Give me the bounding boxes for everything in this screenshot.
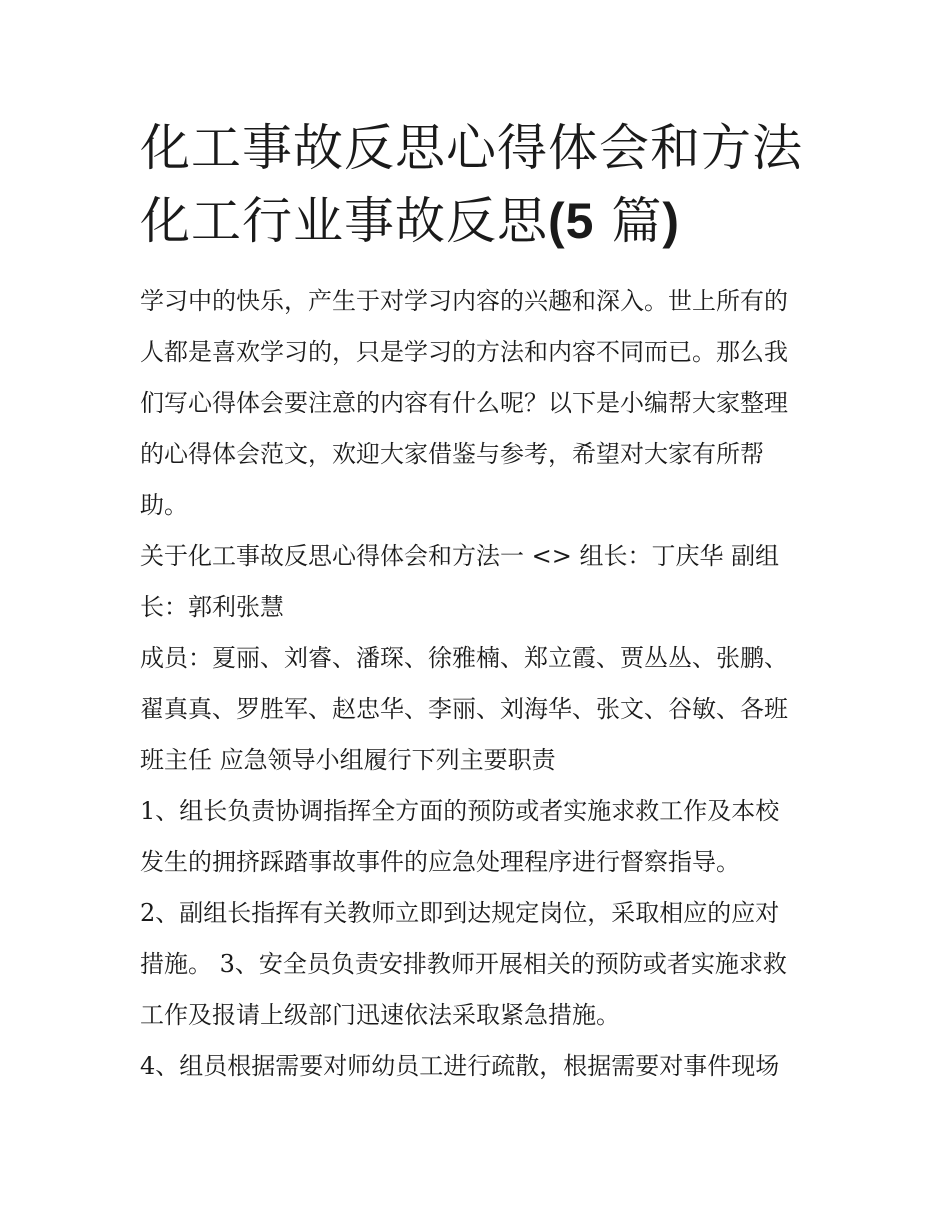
- intro-line: 人都是喜欢学习的，只是学习的方法和内容不同而已。那么我: [140, 338, 788, 366]
- intro-line: 的心得体会范文，欢迎大家借鉴与参考，希望对大家有所帮: [140, 440, 764, 468]
- item-4-paragraph: [140, 1041, 820, 1092]
- members-paragraph: [140, 633, 820, 786]
- item-2-line: 工作及报请上级部门迅速依法采取紧急措施。: [140, 1001, 620, 1029]
- title-line-2-text: 化工行业事故反思: [140, 192, 548, 250]
- title-line-2-count: (5: [548, 193, 595, 249]
- item-2-paragraph: [140, 888, 820, 1041]
- document-title: [140, 112, 840, 258]
- item-2-line: 2、副组长指挥有关教师立即到达规定岗位，采取相应的应对: [140, 899, 780, 927]
- intro-line: 们写心得体会要注意的内容有什么呢？以下是小编帮大家整理: [140, 389, 788, 417]
- section-line: 关于化工事故反思心得体会和方法一 <> 组长：丁庆华 副组: [140, 542, 780, 570]
- title-line-2: [140, 185, 840, 258]
- item-1-line: 发生的拥挤踩踏事故事件的应急处理程序进行督察指导。: [140, 848, 740, 876]
- item-1-line: 1、组长负责协调指挥全方面的预防或者实施求救工作及本校: [140, 797, 780, 825]
- members-line: 班主任 应急领导小组履行下列主要职责: [140, 746, 556, 774]
- intro-line: 助。: [140, 491, 188, 519]
- title-line-1: 化工事故反思心得体会和方法: [140, 119, 803, 177]
- members-line: 翟真真、罗胜军、赵忠华、李丽、刘海华、张文、谷敏、各班: [140, 695, 788, 723]
- item-2-line: 措施。 3、安全员负责安排教师开展相关的预防或者实施求救: [140, 950, 787, 978]
- item-1-paragraph: [140, 786, 820, 888]
- section-line: 长：郭利张慧: [140, 593, 284, 621]
- item-4-line: 4、组员根据需要对师幼员工进行疏散，根据需要对事件现场: [140, 1052, 780, 1080]
- document-body: [140, 276, 820, 1092]
- section-heading-paragraph: [140, 531, 820, 633]
- title-line-2-close: ): [662, 193, 681, 249]
- intro-paragraph: [140, 276, 820, 531]
- title-line-2-unit: 篇: [611, 192, 663, 250]
- members-line: 成员：夏丽、刘睿、潘琛、徐雅楠、郑立霞、贾丛丛、张鹏、: [140, 644, 788, 672]
- intro-line: 学习中的快乐，产生于对学习内容的兴趣和深入。世上所有的: [140, 287, 788, 315]
